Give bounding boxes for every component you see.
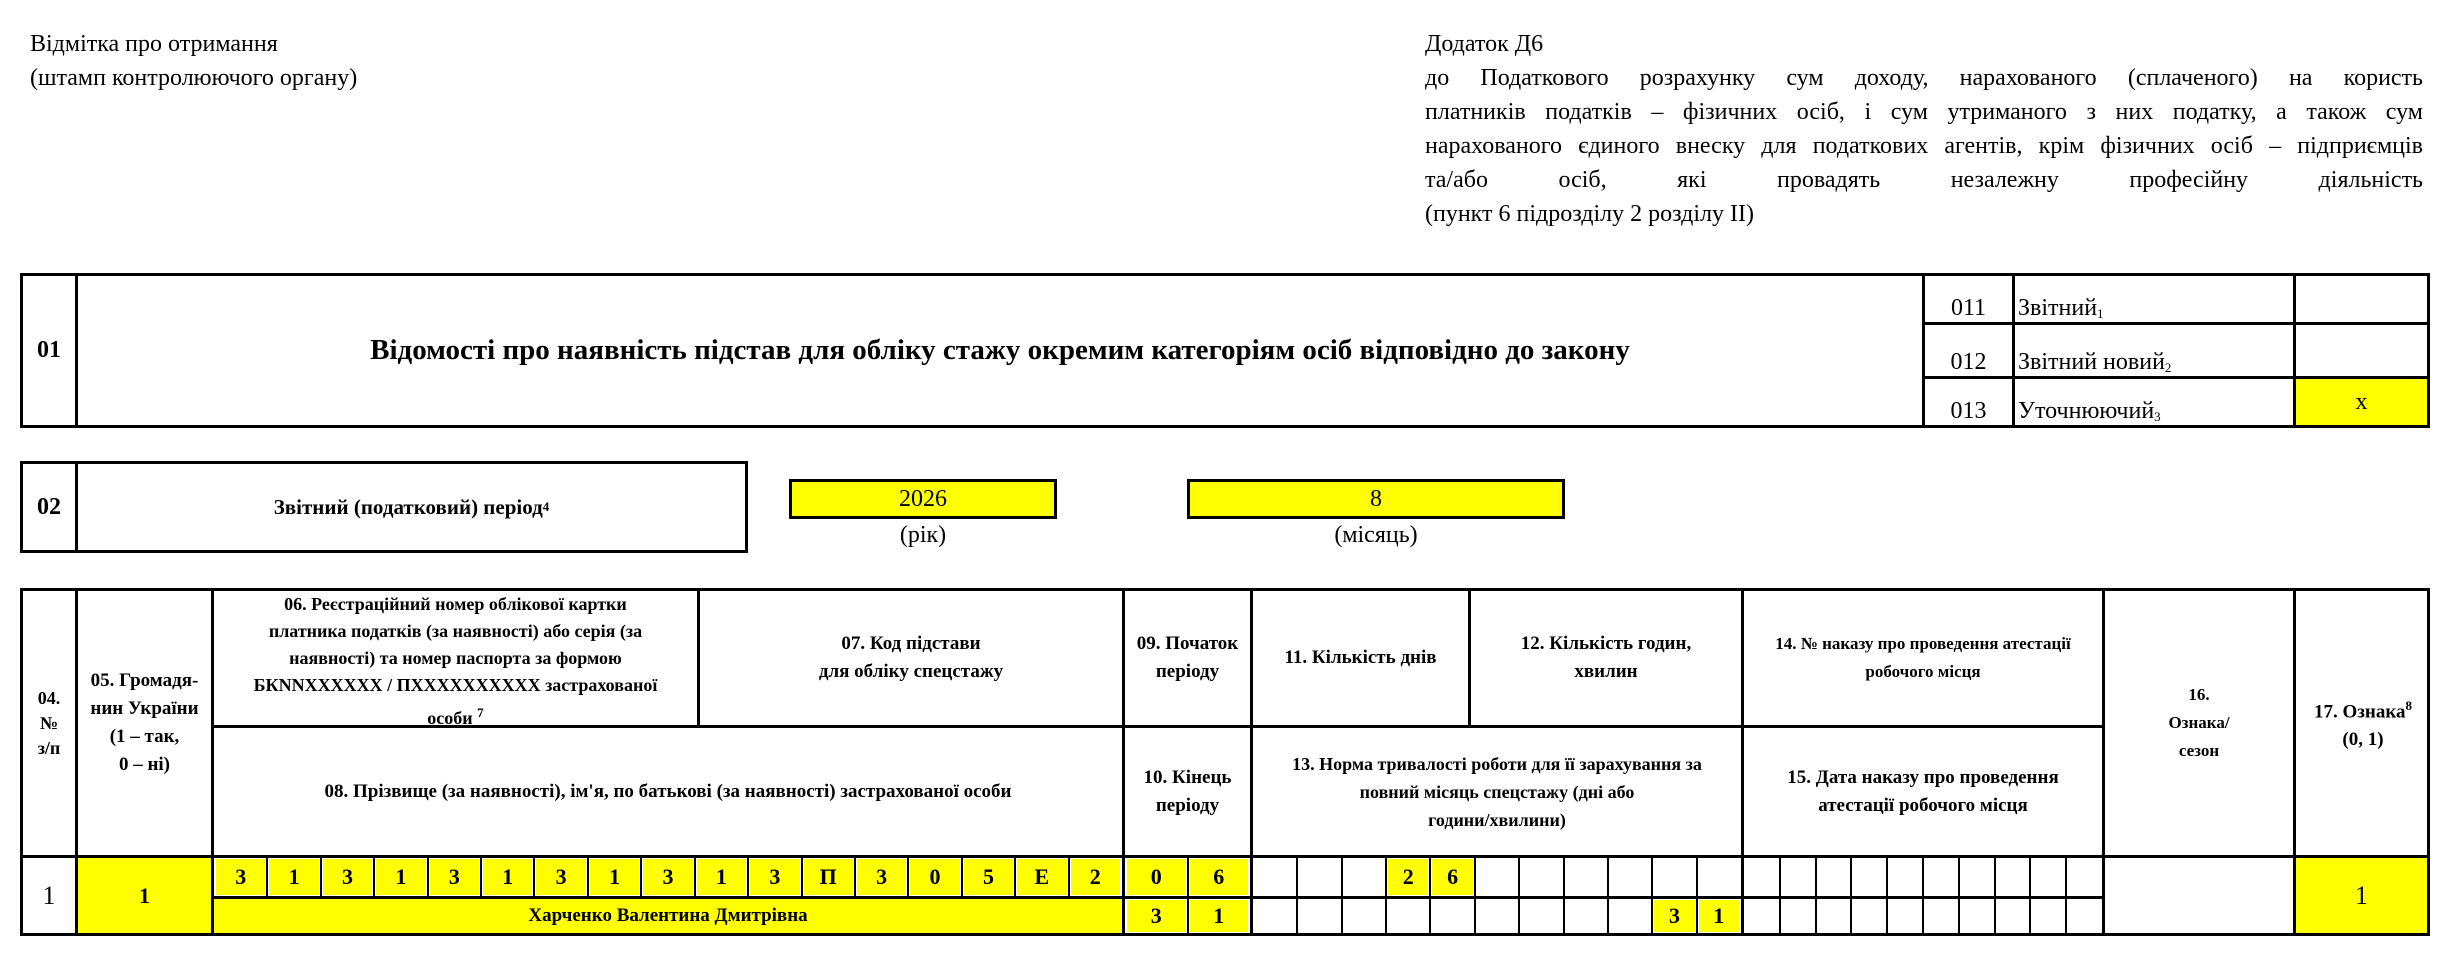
col-15-header (1744, 728, 2102, 855)
col-04-header-line: з/п (37, 737, 61, 758)
col-06-header-line: особи (427, 708, 473, 725)
option-013-mark[interactable]: x (2296, 379, 2427, 425)
days-hours-cell[interactable] (1566, 859, 1606, 895)
col-16-header (2105, 591, 2293, 855)
col-14-header-line: 14. № наказу про проведення атестації (1775, 634, 2071, 653)
id-char-cell[interactable]: 1 (697, 859, 746, 895)
col-07-header (700, 591, 1122, 725)
col-07-header-line: для обліку спецстажу (818, 661, 1004, 682)
col-11-header: 11. Кількість днів (1284, 647, 1437, 668)
days-hours-cell[interactable] (1521, 859, 1561, 895)
grid-divider (1296, 899, 1298, 933)
month-caption: (місяць) (1334, 521, 1418, 548)
col-10-header-line: періоду (1155, 794, 1220, 816)
grid-divider (1779, 899, 1781, 933)
days-hours-cell[interactable]: 6 (1432, 859, 1472, 895)
order-number-cell[interactable] (1782, 859, 1814, 895)
section-02-code: 02 (37, 493, 61, 520)
col-06-header-line: 06. Реєстраційний номер облікової картки (284, 594, 627, 614)
end-period-cell[interactable]: 3 (1127, 900, 1186, 932)
grid-divider (801, 858, 803, 896)
norm-cell[interactable] (1477, 900, 1517, 932)
id-char-cell[interactable]: 0 (910, 859, 959, 895)
grid-divider (2065, 858, 2067, 896)
grid-divider (1385, 858, 1387, 896)
grid-divider (480, 858, 482, 896)
order-number-cell[interactable] (1853, 859, 1885, 895)
col-08-header: 08. Прізвище (за наявності), ім'я, по батькові (за наявності) застрахованої особи (324, 780, 1012, 802)
id-char-cell[interactable]: 1 (376, 859, 425, 895)
stamp-line-2: (штамп контролюючого органу) (30, 65, 358, 91)
norm-cell[interactable]: 1 (1699, 900, 1739, 932)
col-16-header-line: сезон (2178, 741, 2220, 760)
option-012-note: 2 (2164, 360, 2172, 375)
days-hours-cell[interactable]: 2 (1388, 859, 1428, 895)
option-011-mark[interactable] (2296, 276, 2430, 322)
grid-divider (1886, 858, 1888, 896)
days-hours-cell[interactable] (1654, 859, 1694, 895)
col-05-header-line: 05. Громадя- (90, 670, 199, 691)
start-period-cell[interactable]: 0 (1127, 859, 1186, 895)
grid-divider (2029, 858, 2031, 896)
col-13-header-line: 13. Норма тривалості роботи для її зарахування за (1292, 753, 1702, 774)
appendix-line: нарахованого єдиного внеску для податкових агентів, крім фізичних осіб – підприємців (1425, 133, 2423, 159)
appendix-line: до Податкового розрахунку сум доходу, нарахованого (сплаченого) на користь (1425, 65, 2423, 91)
col-09-header (1125, 591, 1250, 725)
grid-divider (1651, 858, 1653, 896)
option-013-label (2018, 379, 2293, 425)
grid-divider (1696, 858, 1698, 896)
norm-cell[interactable] (1388, 900, 1428, 932)
order-date-cell[interactable] (1853, 900, 1885, 932)
grid-divider (907, 858, 909, 896)
order-number-cell[interactable] (1889, 859, 1921, 895)
grid-divider (1429, 858, 1431, 896)
order-number-cell[interactable] (2068, 859, 2100, 895)
citizen-field[interactable]: 1 (78, 858, 211, 933)
period-label-text: Звітний (податковий) період (273, 494, 543, 519)
grid-divider (694, 858, 696, 896)
start-period-cell[interactable]: 6 (1190, 859, 1249, 895)
grid-divider (1607, 899, 1609, 933)
col-09-header-line: періоду (1155, 661, 1220, 682)
grid-divider (1815, 858, 1817, 896)
id-char-cell[interactable]: П (804, 859, 853, 895)
option-011-code: 011 (1950, 295, 1987, 321)
insured-person-name[interactable]: Харченко Валентина Дмитрівна (214, 899, 1122, 933)
id-char-cell[interactable]: 3 (536, 859, 585, 895)
grid-divider (1474, 899, 1476, 933)
days-hours-cell[interactable] (1699, 859, 1739, 895)
grid-divider (1994, 858, 1996, 896)
grid-divider (1779, 858, 1781, 896)
appendix-line: платників податків – фізичних осіб, і сум утриманого з них податку, а також сум (1425, 99, 2423, 125)
col-12-header (1471, 591, 1741, 725)
grid-divider (1958, 899, 1960, 933)
col-07-header-line: 07. Код підстави (841, 633, 981, 654)
id-char-cell[interactable]: 3 (750, 859, 799, 895)
norm-cell[interactable] (1255, 900, 1295, 932)
end-period-cell[interactable]: 1 (1190, 900, 1249, 932)
grid-divider (1651, 899, 1653, 933)
id-char-cell[interactable]: 3 (857, 859, 906, 895)
days-hours-cell[interactable] (1610, 859, 1650, 895)
option-012-text: Звітний новий (2018, 349, 2165, 375)
col-16-header-line: Ознака/ (2168, 713, 2230, 732)
grid-divider (320, 858, 322, 896)
grid-divider (2065, 899, 2067, 933)
col-14-header-line: робочого місця (1865, 662, 1981, 681)
row-number: 1 (42, 880, 56, 910)
grid-divider (427, 858, 429, 896)
year-field[interactable]: 2026 (789, 479, 1057, 519)
days-hours-cell[interactable] (1255, 859, 1295, 895)
grid-divider (1014, 858, 1016, 896)
grid-divider (1518, 899, 1520, 933)
grid-divider (587, 858, 589, 896)
grid-divider (1922, 899, 1924, 933)
order-date-cell[interactable] (1818, 900, 1850, 932)
col-13-header-line: години/хвилини) (1428, 809, 1566, 830)
appendix-block (1425, 27, 2423, 231)
grid-divider (1296, 858, 1298, 896)
section-01-title: Відомості про наявність підстав для обліку стажу окремим категоріям осіб відповідно до закону (370, 334, 1630, 366)
order-date-cell[interactable] (1782, 900, 1814, 932)
col-05-header-line: 0 – ні) (118, 754, 171, 775)
norm-cell[interactable] (1432, 900, 1472, 932)
id-char-cell[interactable]: 3 (643, 859, 692, 895)
grid-divider (533, 858, 535, 896)
grid-divider (373, 858, 375, 896)
option-012-code: 012 (1950, 349, 1987, 375)
grid-divider (1607, 858, 1609, 896)
col-13-header-line: повний місяць спецстажу (дні або (1359, 781, 1635, 802)
appendix-title: Додаток Д6 (1425, 31, 1544, 57)
order-number-cell[interactable] (1997, 859, 2029, 895)
id-char-cell[interactable]: 3 (323, 859, 372, 895)
col-06-header-line: наявності) та номер паспорта за формою (289, 648, 622, 668)
col-12-header-line: 12. Кількість годин, (1520, 633, 1692, 654)
col-15-header-line: 15. Дата наказу про проведення (1787, 766, 2059, 788)
col-06-header-line: платника податків (за наявності) або серія (за (268, 621, 643, 641)
month-field[interactable]: 8 (1187, 479, 1565, 519)
col-12-header-line: хвилин (1574, 661, 1638, 682)
appendix-line: та/або осіб, які провадять незалежну професійну діяльність (1425, 167, 2423, 193)
option-011-label (2018, 276, 2293, 322)
order-number-cell[interactable] (1961, 859, 1993, 895)
year-caption: (рік) (899, 521, 947, 548)
option-012-label (2018, 325, 2293, 376)
id-char-cell[interactable]: 5 (964, 859, 1013, 895)
col-09-header-line: 09. Початок (1136, 633, 1239, 654)
col-17-header-line: 17. Ознака (2313, 701, 2406, 723)
order-number-cell[interactable] (1746, 859, 1778, 895)
col-10-header (1125, 728, 1250, 855)
grid-divider (640, 858, 642, 896)
grid-divider (1563, 899, 1565, 933)
norm-cell[interactable] (1566, 900, 1606, 932)
order-date-cell[interactable] (1889, 900, 1921, 932)
order-date-cell[interactable] (1997, 900, 2029, 932)
col-04-header-line: 04. (37, 687, 61, 708)
id-char-cell[interactable]: 2 (1071, 859, 1120, 895)
option-013-text: Уточнюючий (2018, 398, 2155, 424)
grid-divider (854, 858, 856, 896)
norm-cell[interactable]: 3 (1654, 900, 1694, 932)
order-date-cell[interactable] (1961, 900, 1993, 932)
period-label-note: 4 (542, 499, 550, 514)
days-hours-cell[interactable] (1477, 859, 1517, 895)
grid-divider (1994, 899, 1996, 933)
id-char-cell[interactable]: 1 (590, 859, 639, 895)
grid-divider (266, 858, 268, 896)
norm-cell[interactable] (1610, 900, 1650, 932)
id-char-cell[interactable]: Е (1017, 859, 1066, 895)
order-number-cell[interactable] (1925, 859, 1957, 895)
stamp-line-1: Відмітка про отримання (30, 31, 278, 57)
option-013-code: 013 (1950, 398, 1987, 424)
grid-divider (1886, 899, 1888, 933)
stamp-note (30, 27, 357, 95)
order-date-cell[interactable] (2032, 900, 2064, 932)
grid-divider (1474, 858, 1476, 896)
norm-cell[interactable] (1299, 900, 1339, 932)
period-label (78, 464, 745, 550)
grid-divider (2029, 899, 2031, 933)
option-013-note: 3 (2154, 409, 2161, 424)
grid-divider (1429, 899, 1431, 933)
norm-cell[interactable] (1521, 900, 1561, 932)
grid-divider (1187, 899, 1189, 933)
option-012-mark[interactable] (2296, 325, 2430, 376)
grid-divider (961, 858, 963, 896)
sign-17-field[interactable]: 1 (2296, 858, 2427, 933)
grid-divider (1922, 858, 1924, 896)
option-011-text: Звітний (2018, 295, 2098, 321)
col-14-header (1744, 591, 2102, 725)
grid-divider (1385, 899, 1387, 933)
grid-divider (1958, 858, 1960, 896)
grid-divider (1187, 858, 1189, 896)
col-06-header-line: БКNNXXXXXX / ПХXXXXXXXXX застрахованої (253, 675, 658, 695)
grid-divider (1518, 858, 1520, 896)
appendix-line: (пункт 6 підрозділу 2 розділу II) (1425, 201, 1755, 227)
col-17-header-line: (0, 1) (2342, 729, 2384, 751)
col-13-header (1253, 728, 1741, 855)
order-date-cell[interactable] (1746, 900, 1778, 932)
id-char-cell[interactable]: 3 (216, 859, 265, 895)
sign-16-field[interactable] (2105, 858, 2293, 933)
col-06-header-note: 7 (477, 705, 484, 720)
norm-cell[interactable] (1344, 900, 1384, 932)
col-05-header-line: нин України (90, 698, 199, 719)
col-04-header (23, 591, 75, 855)
grid-divider (747, 858, 749, 896)
col-06-header (214, 591, 697, 725)
grid-divider (1068, 858, 1070, 896)
order-date-cell[interactable] (2068, 900, 2100, 932)
id-char-cell[interactable]: 1 (483, 859, 532, 895)
grid-divider (1815, 899, 1817, 933)
col-04-header-line: № (39, 712, 59, 733)
grid-divider (1563, 858, 1565, 896)
col-05-header (78, 591, 211, 855)
section-01-code: 01 (37, 337, 61, 363)
id-char-cell[interactable]: 1 (269, 859, 318, 895)
id-char-cell[interactable]: 3 (430, 859, 479, 895)
grid-divider (1850, 899, 1852, 933)
col-17-header-note: 8 (2405, 697, 2413, 713)
col-05-header-line: (1 – так, (109, 726, 180, 747)
col-15-header-line: атестації робочого місця (1818, 794, 2028, 816)
option-011-note: 1 (2097, 306, 2104, 321)
order-number-cell[interactable] (1818, 859, 1850, 895)
order-date-cell[interactable] (1925, 900, 1957, 932)
grid-divider (1696, 899, 1698, 933)
order-number-cell[interactable] (2032, 859, 2064, 895)
col-17-header (2296, 591, 2430, 855)
col-10-header-line: 10. Кінець (1143, 766, 1232, 788)
col-16-header-line: 16. (2188, 685, 2210, 704)
days-hours-cell[interactable] (1299, 859, 1339, 895)
days-hours-cell[interactable] (1344, 859, 1384, 895)
grid-divider (1850, 858, 1852, 896)
grid-divider (1341, 899, 1343, 933)
grid-divider (1341, 858, 1343, 896)
